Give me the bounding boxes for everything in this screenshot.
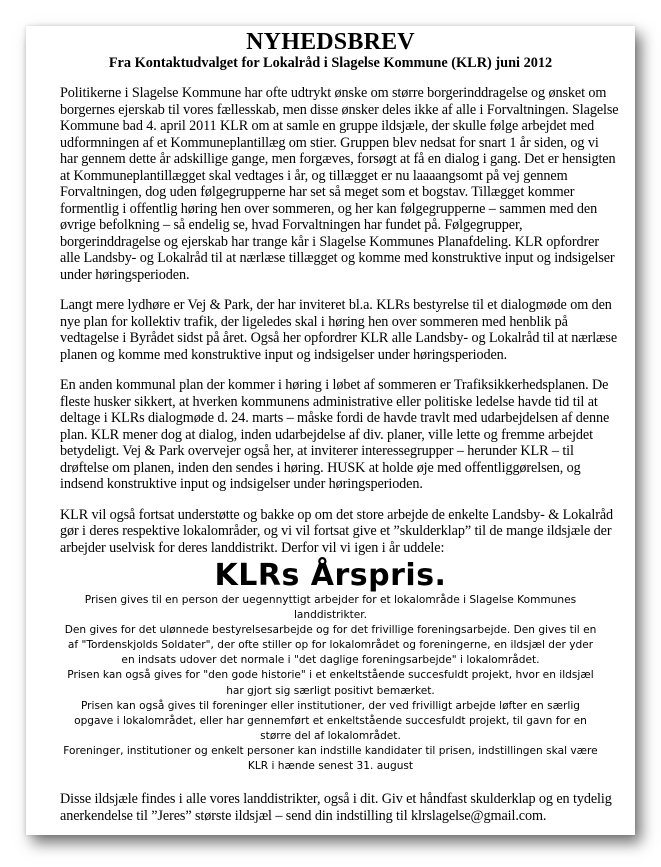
award-line: Prisen gives til en person der uegennyttigt arbejder for et lokalområde i Slagelse Kommunes [84, 594, 577, 606]
text-line: borgerinddragelse og ejerskab har trange kår i Slagelse Kommunes Planafdeling. KLR opfordrer [60, 233, 599, 250]
text-line: En anden kommunal plan der kommer i høring i løbet af sommeren er Trafiksikkerhedsplanen. De [60, 377, 609, 393]
text-line: indsend konstruktive input og indsigelser under høringsperioden. [60, 476, 423, 492]
text-line: udformningen af et Kommuneplantillæg om stier. Gruppen blev nedsat for snart 1 år siden, og vi [60, 134, 599, 151]
text-line: har gennem dette år adskillige gange, men forgæves, forsøgt at få en dialog i gang. Det er hensigten [60, 151, 616, 167]
award-line: større del af lokalområdet. [260, 729, 401, 742]
paragraph-kollektiv-trafik [60, 297, 618, 363]
text-line: anerkendelse til ”Jeres” største ildsjæl – send din indstilling til klrslagelse@gmail.com. [60, 807, 547, 824]
award-line: en indsats udover det normale i "det daglige foreningsarbejde" i lokalområdet. [121, 654, 540, 667]
text-line: betydeligt. Vej & Park overvejer også her, at inviterer interessegrupper – herunder KLR – til [60, 443, 574, 459]
paragraph-closing [60, 791, 612, 824]
newsletter-subtitle: Fra Kontaktudvalget for Lokalråd i Slagelse Kommune (KLR) juni 2012 [108, 55, 553, 71]
award-line: opgave i lokalområdet, eller har gennemført et enkeltstående succesfuldt projekt, til gavn for en [74, 714, 587, 727]
award-line: Prisen kan også gives til foreninger eller institutioner, der ved frivilligt arbejde løfter en særlig [80, 699, 580, 712]
paragraph-trafiksikkerhed [60, 377, 610, 493]
text-line: under høringsperioden. [60, 266, 190, 283]
award-line: Den gives for det ulønnede bestyrelsesarbejde og for det frivillige foreningsarbejde. Den gives til en [64, 624, 597, 637]
text-line: fleste husker sikkert, at hverken kommunens administrative eller politiske ledelse havde tid til at [60, 393, 598, 410]
newsletter-page [26, 26, 635, 835]
text-line: at Kommuneplantillægget skal vedtages i år, og tillægget er nu laaaangsomt på vej gennem [60, 167, 568, 184]
award-line: har gjort sig særligt positivt bemærket. [226, 684, 435, 697]
text-line: alle Landsby- og Lokalråd til at nærlæse tillægget og komme med konstruktive input og indsigelser [60, 250, 615, 266]
text-line: planen og komme med konstruktive input og indsigelser under høringsperioden. [60, 346, 508, 363]
text-line: Langt mere lydhøre er Vej & Park, der har inviteret bl.a. KLRs bestyrelse til et dialogmøde om den [60, 297, 612, 313]
newsletter-title: NYHEDSBREV [246, 29, 415, 55]
award-line: KLR i hænde senest 31. august [247, 760, 414, 773]
award-title: KLRs Årspris. [214, 558, 447, 593]
award-line: af "Tordenskjolds Soldater", der ofte stiller op for lokalområdet og foreningerne, en ildsjæl der yder [67, 639, 594, 652]
text-line: borgernes ejerskab til vores fællesskab, men disse ønsker deles ikke af alle i Forvaltningen. Slagelse [60, 101, 619, 118]
paragraph-award-intro [60, 506, 614, 557]
text-line: Disse ildsjæle findes i alle vores landdistrikter, også i dit. Giv et håndfast skulderklap og en tydelig [60, 791, 612, 808]
text-line: deltage i KLRs dialogmøde d. 24. marts – måske fordi de havde travlt med udarbejdelsen af denne [60, 410, 610, 426]
text-line: gør i deres respektive lokalområder, og vi vil fortsat give et ”skulderklap” til de mange ildsjæle der [60, 523, 612, 539]
text-line: plan. KLR mener dog at dialog, inden udarbejdelse af div. planer, ville lette og fremme arbejdet [60, 426, 593, 443]
award-line: Prisen kan også gives for "den gode historie" i et enkeltstående succesfuldt projekt, hvor en ildsjæl [67, 669, 594, 682]
text-line: arbejder uselvisk for deres landdistrikt. Derfor vil vi igen i år uddele: [60, 539, 445, 556]
text-line: drøftelse om planen, inden den sendes i høring. HUSK at holde øje med offentliggørelsen, og [60, 459, 581, 476]
award-line: Foreninger, institutioner og enkelt personer kan indstille kandidater til prisen, indstillingen skal være [63, 744, 598, 757]
text-line: Politikerne i Slagelse Kommune har ofte udtrykt ønske om større borgerinddragelse og ønsket om [60, 85, 607, 101]
text-line: øvrige befolkning – så endelig se, hvad Forvaltningen har fundet på. Følgegrupper, [60, 217, 523, 233]
award-line: landdistrikter. [293, 609, 368, 622]
text-line: vedtagelse i Byrådet sidst på året. Også her opfordrer KLR alle Landsby- og Lokalråd til at nærlæse [60, 330, 618, 346]
paragraph-stier [60, 85, 619, 283]
text-line: Kommune bad 4. april 2011 KLR om at samle en gruppe ildsjæle, der skulle følge arbejdet med [60, 118, 595, 134]
text-line: nye plan for kollektiv trafik, der ligeledes skal i høring hen over sommeren med henblik på [60, 313, 568, 330]
text-line: KLR vil også fortsat understøtte og bakke op om det store arbejde de enkelte Landsby- & Lokalråd [60, 506, 614, 523]
text-line: formentlig i offentlig høring hen over sommeren, og her kan følgegrupperne – sammen med den [60, 200, 598, 217]
award-description [60, 593, 601, 774]
text-line: Forvaltningen, dog uden følgegrupperne har set så meget som et bogstav. Tillægget kommer [60, 184, 575, 200]
